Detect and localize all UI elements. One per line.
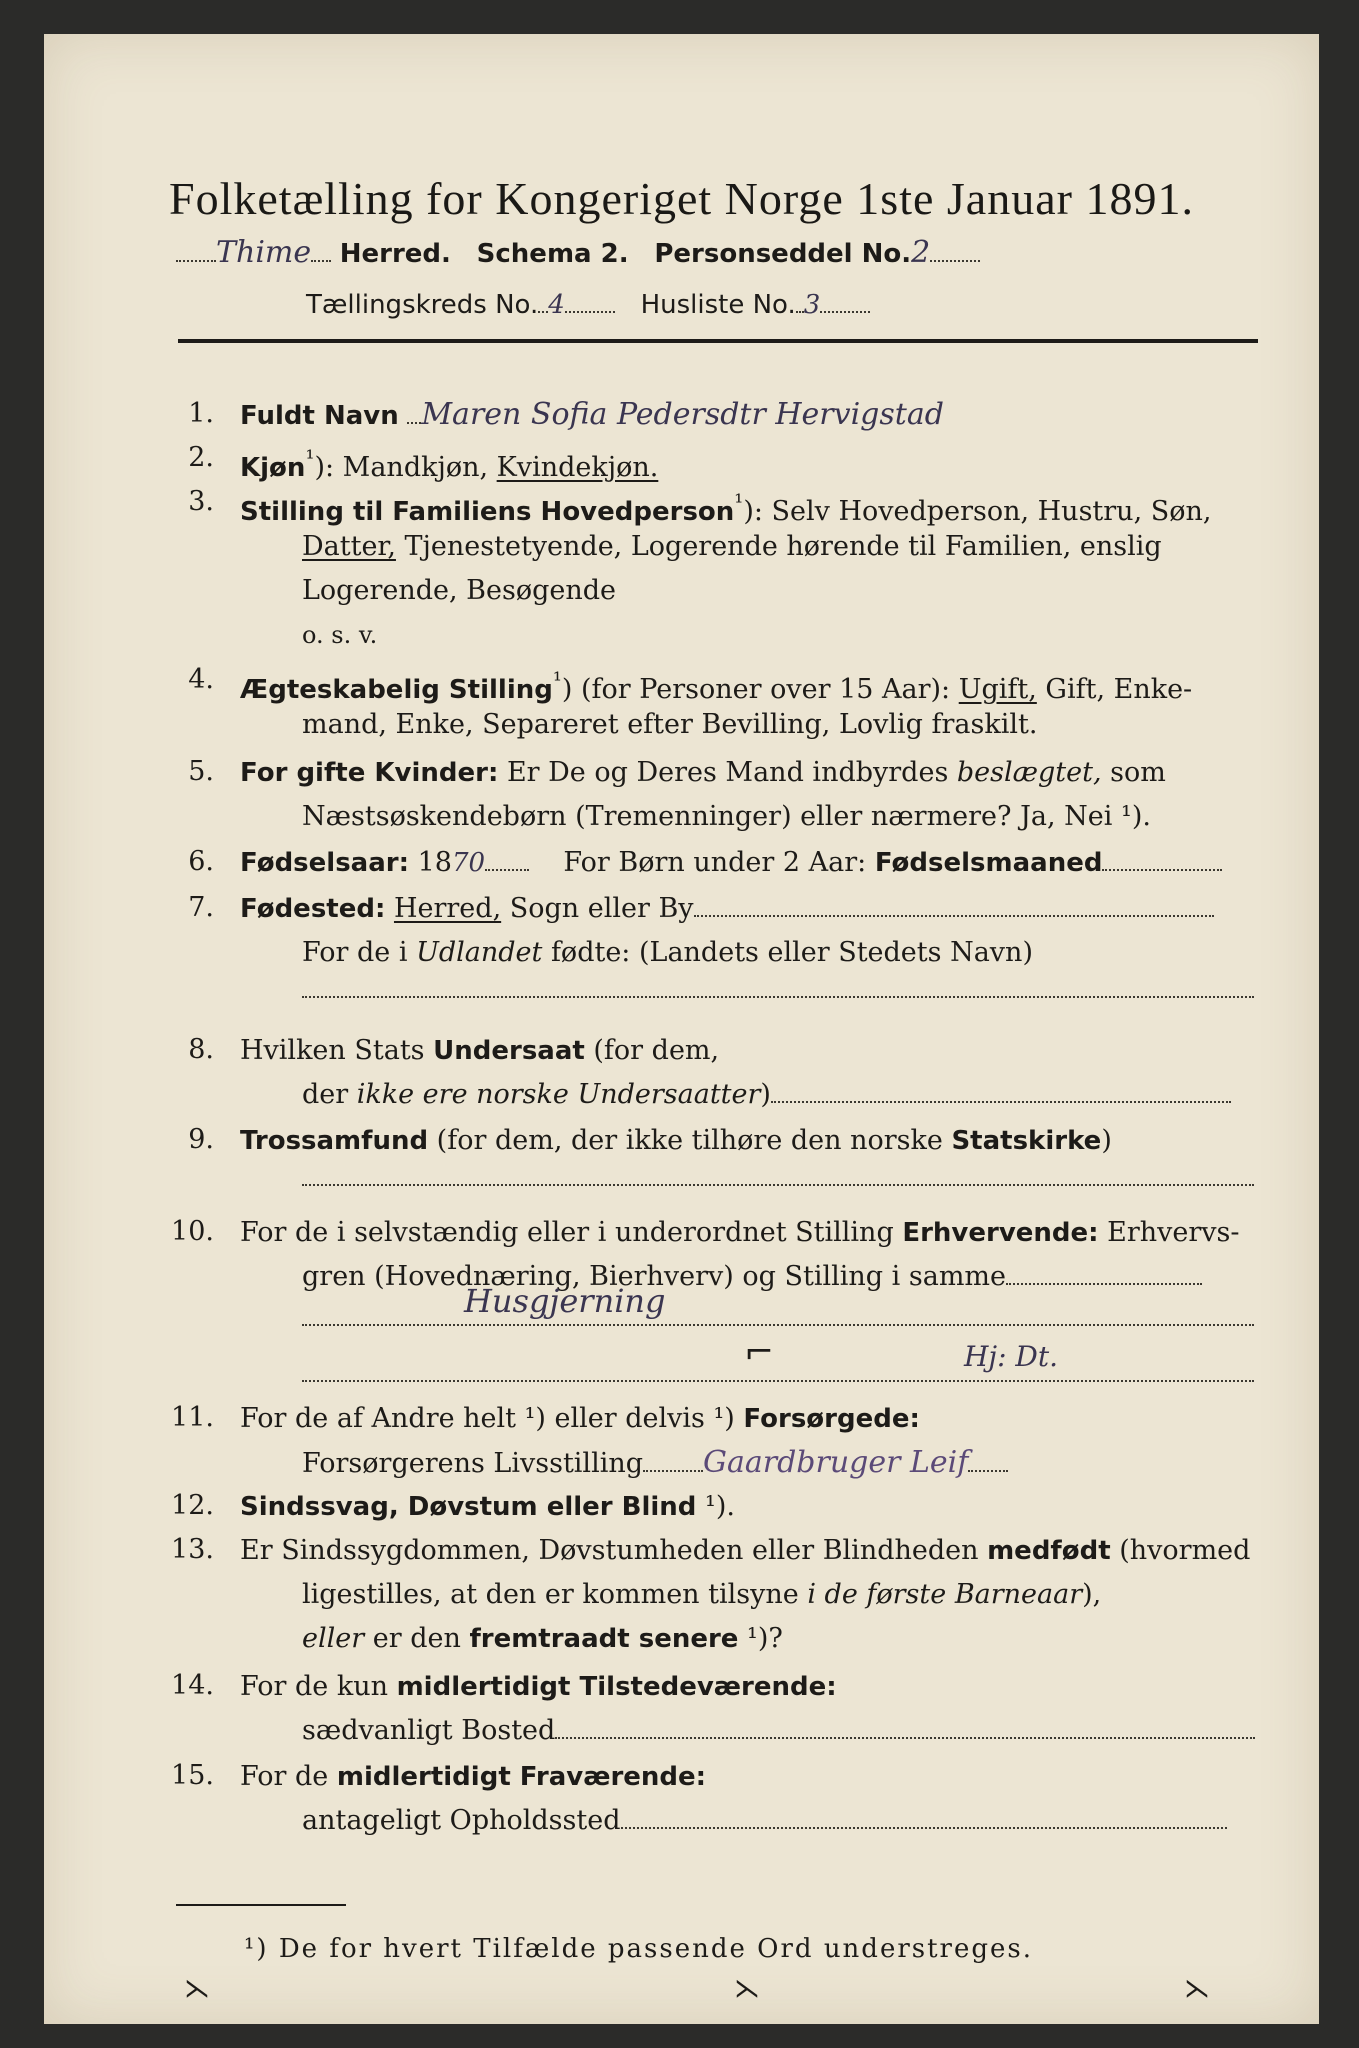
q15-line1-b: midlertidigt Fraværende:: [336, 1762, 707, 1792]
q5-line2: Næstsøskendebørn (Tremenninger) eller nærmere? Ja, Nei ¹).: [302, 801, 1151, 832]
q10-answer-occupation: Husgjerning: [464, 1282, 666, 1320]
q3-line3: Logerende, Besøgende: [302, 575, 616, 606]
q13-line2: [302, 1578, 1101, 1612]
census-form-sheet: [44, 34, 1319, 2024]
q14-line1: [240, 1670, 837, 1704]
q11-line2: [302, 1446, 1008, 1481]
q9-row: [240, 1124, 1112, 1158]
q5-beslaegtet: beslægtet,: [956, 757, 1102, 788]
q10-line1: [240, 1216, 1240, 1250]
q15-line1-a: For de: [240, 1761, 337, 1792]
q2-row: [240, 442, 658, 485]
tellingskreds-number: 4: [548, 290, 565, 320]
q13-medfodt: medfødt: [987, 1536, 1111, 1566]
q5-line1-text: Er De og Deres Mand indbyrdes: [498, 757, 957, 788]
q1-row: [240, 398, 944, 433]
q1-label: Fuldt Navn: [240, 401, 399, 431]
q13-line1: [240, 1534, 1250, 1568]
q7-line2-a: For de i: [302, 937, 417, 968]
q13-number: 13.: [171, 1534, 214, 1565]
q3-line2: [302, 530, 1162, 564]
q7-answer-line: [302, 996, 1254, 998]
q11-answer-provider: Gaardbruger Leif: [703, 1445, 969, 1480]
q6-year-handwritten: 70: [451, 848, 486, 878]
q8-line2-c: ): [760, 1079, 771, 1110]
tellingskreds-label: Tællingskreds No.: [306, 290, 539, 320]
q12-label: Sindssvag, Døvstum eller Blind: [240, 1492, 697, 1522]
q13-line3-c: fremtraadt senere: [469, 1624, 739, 1654]
q13-line3-d: ¹)?: [738, 1623, 783, 1654]
q12-end: ¹).: [696, 1491, 735, 1522]
corner-mark-right: ⋋: [1184, 1974, 1210, 2004]
q12-row: [240, 1490, 735, 1524]
q11-line2-text: Forsørgerens Livsstilling: [302, 1448, 644, 1479]
q8-line2: [302, 1078, 1231, 1112]
q8-line2-b: ikke ere norske Undersaatter: [356, 1079, 761, 1110]
q11-line1: [240, 1402, 920, 1436]
q4-line1-text: ) (for Personer over 15 Aar):: [561, 674, 959, 705]
personseddel-label: Personseddel No.: [654, 239, 912, 269]
q4-label: Ægteskabelig Stilling: [240, 675, 553, 705]
q3-selected-datter: Datter,: [302, 531, 396, 562]
q6-text: For Børn under 2 Aar:: [563, 847, 875, 878]
q5-number: 5.: [188, 756, 214, 787]
q11-line1-a: For de af Andre helt ¹) eller delvis ¹): [240, 1403, 744, 1434]
q1-answer-name: Maren Sofia Pedersdtr Hervigstad: [421, 397, 944, 432]
husliste-label: Husliste No.: [640, 290, 796, 320]
handwritten-stroke-mark: ⌐: [744, 1332, 775, 1373]
q13-line1-a: Er Sindssygdommen, Døvstumheden eller Blindheden: [240, 1535, 988, 1566]
q6-label: Fødselsaar:: [240, 848, 409, 878]
q6-year-prefix: 18: [417, 847, 452, 878]
header-line-herred: [176, 236, 980, 271]
q10-line2-text: gren (Hovednæring, Bierhverv) og Stilling i samme: [302, 1261, 1007, 1292]
q3-line4: o. s. v.: [302, 621, 378, 649]
q4-line2: mand, Enke, Separeret efter Bevilling, Lovlig fraskilt.: [302, 709, 1038, 740]
q14-line1-a: For de kun: [240, 1671, 397, 1702]
q5-line1: [240, 756, 1166, 790]
q7-line2: [302, 936, 1033, 970]
q5-label: For gifte Kvinder:: [240, 758, 499, 788]
q15-line1: [240, 1760, 706, 1794]
q14-line2: [302, 1714, 1255, 1748]
q2-sup: ¹: [305, 446, 315, 472]
q10-line1-c: Erhvervs-: [1098, 1217, 1240, 1248]
q15-line2: [302, 1804, 1227, 1838]
q7-label: Fødested:: [240, 894, 386, 924]
q13-line2-c: ),: [1082, 1579, 1102, 1610]
q8-line2-a: der: [302, 1079, 357, 1110]
q14-line2-text: sædvanligt Bosted: [302, 1715, 556, 1746]
q7-line1: [240, 892, 1214, 926]
schema-label: Schema 2.: [476, 239, 629, 269]
q4-number: 4.: [188, 664, 214, 695]
q2-label: Kjøn: [240, 453, 306, 483]
q10-answer-note: Hj: Dt.: [964, 1340, 1059, 1373]
q6-number: 6.: [188, 846, 214, 877]
q9-end: ): [1101, 1125, 1112, 1156]
q14-number: 14.: [171, 1670, 214, 1701]
corner-mark-left: ⋋: [184, 1974, 210, 2004]
header-rule: [178, 339, 1258, 343]
q8-line1-a: Hvilken Stats: [240, 1035, 434, 1066]
q9-label: Trossamfund: [240, 1126, 429, 1156]
q3-line1: Stilling til Familiens Hovedperson$^{^1}$): Selv Hovedperson, Hustru, Søn,: [240, 490, 1212, 527]
q9-text: (for dem, der ikke tilhøre den norske: [428, 1125, 952, 1156]
q7-number: 7.: [188, 892, 214, 923]
q13-line2-a: ligestilles, at den er kommen tilsyne: [302, 1579, 808, 1610]
q2-selected-kvindekjon: Kvindekjøn.: [496, 452, 659, 483]
q8-number: 8.: [188, 1034, 214, 1065]
husliste-number: 3: [803, 290, 821, 320]
footnote: ¹) De for hvert Tilfælde passende Ord understreges.: [244, 1934, 1034, 1964]
q3-line1-text: ): Selv Hovedperson, Hustru, Søn,: [743, 496, 1212, 527]
q5-line1-end: som: [1101, 757, 1166, 788]
q13-line3-a: eller: [302, 1623, 365, 1654]
corner-mark-center: ⋋: [734, 1974, 760, 2004]
q13-line1-c: (hvormed: [1110, 1535, 1251, 1566]
q2-number: 2.: [188, 442, 214, 473]
q1-number: 1.: [188, 398, 214, 429]
q6-label2: Fødselsmaaned: [874, 848, 1103, 878]
personseddel-number: 2: [911, 235, 931, 270]
q3-line2-text: Tjenestetyende, Logerende hørende til Familien, enslig: [395, 531, 1162, 562]
q13-line3: [302, 1622, 783, 1656]
q4-selected-ugift: Ugift,: [958, 674, 1037, 705]
q3-number: 3.: [188, 486, 214, 517]
q11-forsorgede: Forsørgede:: [743, 1404, 920, 1434]
q13-line2-b: i de første Barneaar: [807, 1579, 1083, 1610]
q10-answer-line2: [302, 1380, 1254, 1382]
q10-line1-a: For de i selvstændig eller i underordnet Stilling: [240, 1217, 903, 1248]
q11-number: 11.: [171, 1402, 214, 1433]
q15-number: 15.: [171, 1760, 214, 1791]
q8-line1-c: (for dem,: [584, 1035, 720, 1066]
q8-undersaat: Undersaat: [433, 1036, 585, 1066]
q7-line2-c: fødte: (Landets eller Stedets Navn): [542, 937, 1033, 968]
form-title: Folketælling for Kongeriget Norge 1ste Januar 1891.: [169, 173, 1194, 224]
q12-number: 12.: [171, 1490, 214, 1521]
q2-text: ): Mandkjøn,: [314, 452, 497, 483]
q3-label: Stilling til Familiens Hovedperson: [240, 497, 735, 527]
q7-udlandet: Udlandet: [416, 937, 543, 968]
q6-row: [240, 846, 1222, 880]
q14-line1-b: midlertidigt Tilstedeværende:: [396, 1672, 837, 1702]
q10-erhvervende: Erhvervende:: [902, 1218, 1099, 1248]
q10-line2: [302, 1260, 1202, 1294]
footnote-separator: [176, 1904, 346, 1906]
q10-answer-line1: [302, 1324, 1254, 1326]
q8-line1: [240, 1034, 719, 1068]
q9-statskirke: Statskirke: [951, 1126, 1102, 1156]
q7-line1-text: Sogn eller By: [501, 893, 694, 924]
q4-line1: Ægteskabelig Stilling$^{^1}$) (for Personer over 15 Aar): Ugift, Gift, Enke-: [240, 668, 1193, 705]
herred-label: Herred.: [339, 239, 451, 269]
q15-line2-text: antageligt Opholdssted: [302, 1805, 621, 1836]
q10-number: 10.: [171, 1216, 214, 1247]
q4-line1-end: Gift, Enke-: [1036, 674, 1193, 705]
q7-selected-herred: Herred,: [393, 893, 502, 924]
q9-answer-line: [302, 1184, 1254, 1186]
q9-number: 9.: [188, 1124, 214, 1155]
place-handwritten: Thime: [216, 235, 312, 270]
q13-line3-b: er den: [364, 1623, 470, 1654]
header-line-kreds: [306, 288, 870, 322]
